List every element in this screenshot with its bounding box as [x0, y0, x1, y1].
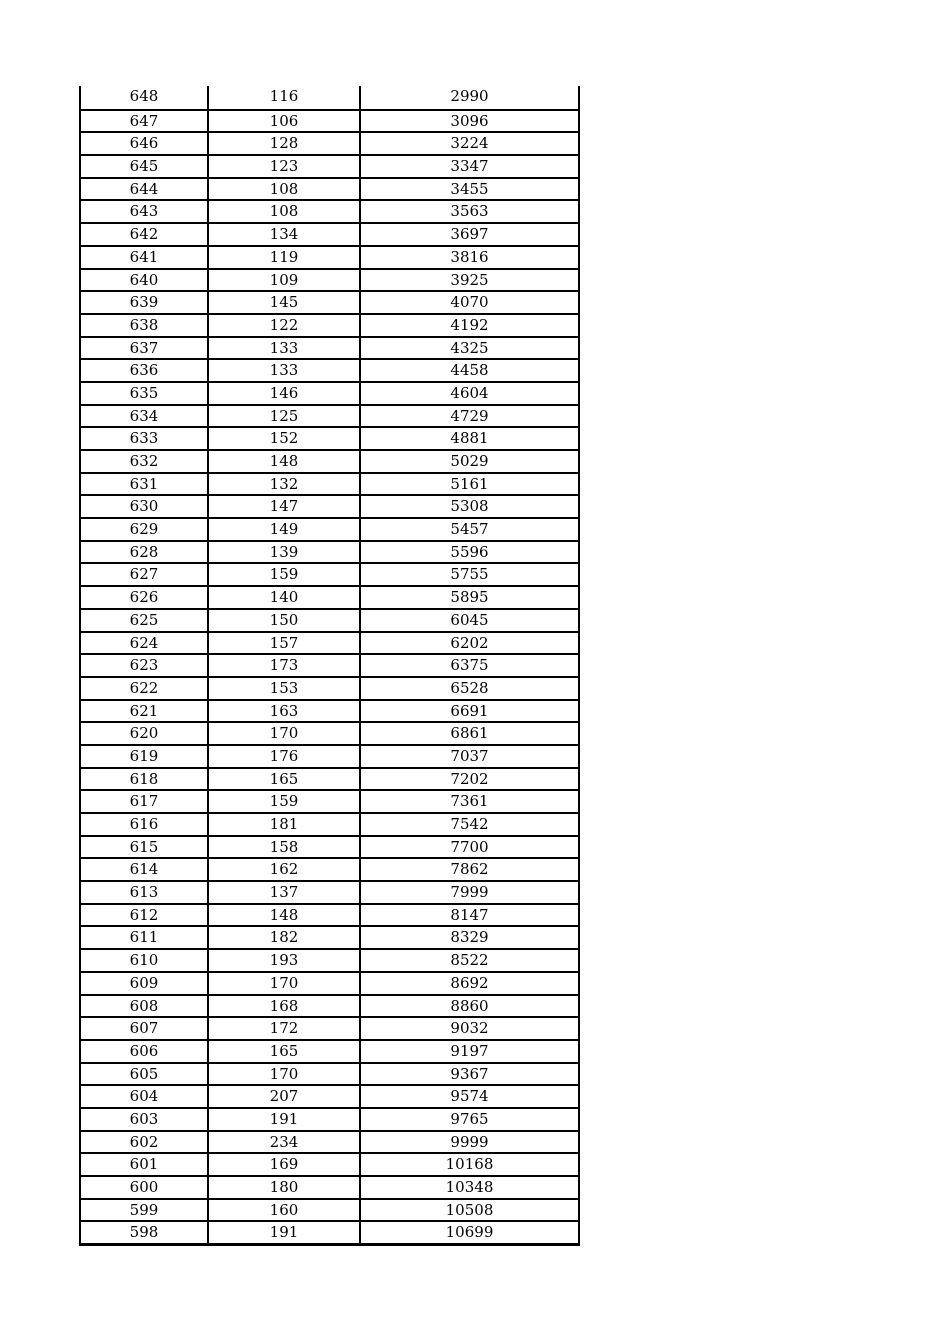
count-cell: 148 — [209, 451, 361, 472]
table-row — [81, 699, 578, 722]
cumulative-cell: 9197 — [450, 1041, 489, 1060]
cumulative-cell: 6045 — [450, 610, 489, 629]
score-cell: 621 — [81, 701, 209, 722]
count-cell: 170 — [209, 1064, 361, 1085]
cumulative-cell: 3925 — [450, 270, 489, 289]
count-cell: 191 — [209, 1109, 361, 1130]
cumulative-cell: 7862 — [450, 860, 489, 879]
cumulative-cell: 2990 — [450, 87, 489, 105]
count-cell: 125 — [209, 406, 361, 427]
cumulative-cell: 5457 — [450, 520, 489, 539]
score-cell: 601 — [81, 1154, 209, 1175]
score-cell: 622 — [81, 678, 209, 699]
count-cell: 132 — [209, 474, 361, 495]
cumulative-cell: 7999 — [450, 883, 489, 902]
table-row — [81, 562, 578, 585]
cumulative-cell: 9574 — [450, 1087, 489, 1106]
table-row — [81, 925, 578, 948]
cumulative-cell: 8692 — [450, 973, 489, 992]
score-cell: 613 — [81, 882, 209, 903]
count-cell: 148 — [209, 905, 361, 926]
score-cell: 602 — [81, 1132, 209, 1153]
score-cell: 624 — [81, 633, 209, 654]
table-row — [81, 994, 578, 1017]
table-row — [81, 653, 578, 676]
table-row — [81, 1016, 578, 1039]
score-cell: 599 — [81, 1200, 209, 1221]
score-cell: 630 — [81, 496, 209, 517]
table-row — [81, 222, 578, 245]
count-cell: 207 — [209, 1086, 361, 1107]
score-cell: 617 — [81, 791, 209, 812]
cumulative-cell: 5895 — [450, 588, 489, 607]
cumulative-cell: 7361 — [450, 792, 489, 811]
score-cell: 644 — [81, 179, 209, 200]
cumulative-cell: 6691 — [450, 701, 489, 720]
cumulative-cell: 7202 — [450, 769, 489, 788]
score-cell: 623 — [81, 655, 209, 676]
table-row — [81, 880, 578, 903]
cumulative-cell: 4070 — [450, 293, 489, 312]
count-cell: 170 — [209, 973, 361, 994]
table-row — [81, 971, 578, 994]
count-cell: 165 — [209, 1041, 361, 1062]
table-row — [81, 199, 578, 222]
cumulative-cell: 4729 — [450, 406, 489, 425]
score-cell: 616 — [81, 814, 209, 835]
table-row — [81, 109, 578, 132]
table-row — [81, 1084, 578, 1107]
count-cell: 145 — [209, 292, 361, 313]
cumulative-cell: 9765 — [450, 1109, 489, 1128]
score-table — [79, 86, 580, 1246]
score-cell: 603 — [81, 1109, 209, 1130]
table-row — [81, 154, 578, 177]
count-cell: 157 — [209, 633, 361, 654]
count-cell: 162 — [209, 859, 361, 880]
count-cell: 191 — [209, 1222, 361, 1243]
table-row — [81, 245, 578, 268]
score-cell: 626 — [81, 587, 209, 608]
table-row — [81, 812, 578, 835]
score-cell: 606 — [81, 1041, 209, 1062]
count-cell: 173 — [209, 655, 361, 676]
count-cell: 170 — [209, 723, 361, 744]
score-cell: 620 — [81, 723, 209, 744]
score-cell: 615 — [81, 837, 209, 858]
score-cell: 619 — [81, 746, 209, 767]
cumulative-cell: 7037 — [450, 746, 489, 765]
table-row — [81, 177, 578, 200]
count-cell: 234 — [209, 1132, 361, 1153]
table-row — [81, 721, 578, 744]
count-cell: 180 — [209, 1177, 361, 1198]
score-cell: 611 — [81, 927, 209, 948]
cumulative-cell: 8522 — [450, 951, 489, 970]
table-row — [81, 1220, 578, 1243]
cumulative-cell: 6375 — [450, 656, 489, 675]
cumulative-cell: 5755 — [450, 565, 489, 584]
count-cell: 172 — [209, 1018, 361, 1039]
cumulative-cell: 3096 — [450, 111, 489, 130]
score-cell: 648 — [81, 86, 209, 109]
score-cell: 609 — [81, 973, 209, 994]
table-row — [81, 1039, 578, 1062]
count-cell: 176 — [209, 746, 361, 767]
count-cell: 165 — [209, 769, 361, 790]
score-cell: 633 — [81, 428, 209, 449]
score-cell: 645 — [81, 156, 209, 177]
count-cell: 128 — [209, 133, 361, 154]
cumulative-cell: 5029 — [450, 452, 489, 470]
score-cell: 641 — [81, 247, 209, 268]
cumulative-cell: 8329 — [450, 928, 489, 947]
score-cell: 604 — [81, 1086, 209, 1107]
count-cell: 159 — [209, 564, 361, 585]
cumulative-cell: 10508 — [445, 1200, 494, 1219]
table-row — [81, 631, 578, 654]
score-cell: 646 — [81, 133, 209, 154]
table-row — [81, 789, 578, 812]
cumulative-cell: 10699 — [445, 1223, 494, 1242]
count-cell: 193 — [209, 950, 361, 971]
table-row — [81, 472, 578, 495]
count-cell: 133 — [209, 338, 361, 359]
cumulative-cell: 5161 — [450, 474, 489, 493]
cumulative-cell: 8147 — [450, 905, 489, 924]
count-cell: 137 — [209, 882, 361, 903]
score-cell: 607 — [81, 1018, 209, 1039]
cumulative-cell: 3455 — [450, 179, 489, 198]
count-cell: 153 — [209, 678, 361, 699]
table-row — [81, 676, 578, 699]
cumulative-cell: 8860 — [450, 996, 489, 1015]
cumulative-cell: 4458 — [450, 361, 489, 380]
table-row — [81, 948, 578, 971]
cumulative-cell: 5308 — [450, 497, 489, 516]
cumulative-cell: 9032 — [450, 1019, 489, 1038]
score-cell: 636 — [81, 360, 209, 381]
table-row — [81, 449, 578, 472]
score-cell: 637 — [81, 338, 209, 359]
count-cell: 152 — [209, 428, 361, 449]
count-cell: 134 — [209, 224, 361, 245]
table-row — [81, 767, 578, 790]
table-row — [81, 290, 578, 313]
cumulative-cell: 4325 — [450, 338, 489, 357]
count-cell: 146 — [209, 383, 361, 404]
count-cell: 181 — [209, 814, 361, 835]
score-cell: 598 — [81, 1222, 209, 1243]
count-cell: 116 — [209, 86, 361, 109]
score-cell: 631 — [81, 474, 209, 495]
cumulative-cell: 6528 — [450, 678, 489, 697]
count-cell: 122 — [209, 315, 361, 336]
score-cell: 614 — [81, 859, 209, 880]
count-cell: 169 — [209, 1154, 361, 1175]
table-row — [81, 1062, 578, 1085]
table-row — [81, 1130, 578, 1153]
table-row — [81, 86, 578, 109]
score-cell: 610 — [81, 950, 209, 971]
cumulative-cell: 3816 — [450, 247, 489, 266]
score-cell: 612 — [81, 905, 209, 926]
table-row — [81, 585, 578, 608]
count-cell: 150 — [209, 610, 361, 631]
score-cell: 639 — [81, 292, 209, 313]
table-row — [81, 426, 578, 449]
score-cell: 627 — [81, 564, 209, 585]
count-cell: 139 — [209, 542, 361, 563]
count-cell: 106 — [209, 111, 361, 132]
cumulative-cell: 3697 — [450, 225, 489, 244]
table-row — [81, 517, 578, 540]
count-cell: 158 — [209, 837, 361, 858]
table-row — [81, 358, 578, 381]
cumulative-cell: 6861 — [450, 724, 489, 743]
cumulative-cell: 4604 — [450, 383, 489, 402]
table-row — [81, 1175, 578, 1198]
cumulative-cell: 3563 — [450, 202, 489, 221]
score-cell: 608 — [81, 996, 209, 1017]
cumulative-cell: 7542 — [450, 815, 489, 833]
cumulative-cell: 3224 — [450, 134, 489, 153]
table-row — [81, 540, 578, 563]
table-row — [81, 1107, 578, 1130]
count-cell: 182 — [209, 927, 361, 948]
count-cell: 160 — [209, 1200, 361, 1221]
count-cell: 168 — [209, 996, 361, 1017]
cumulative-cell: 4881 — [450, 429, 489, 448]
table-row — [81, 336, 578, 359]
count-cell: 108 — [209, 179, 361, 200]
table-row — [81, 404, 578, 427]
score-cell: 643 — [81, 201, 209, 222]
score-cell: 632 — [81, 451, 209, 472]
table-row — [81, 1198, 578, 1221]
table-row — [81, 381, 578, 404]
table-row — [81, 857, 578, 880]
count-cell: 109 — [209, 270, 361, 291]
table-row — [81, 1152, 578, 1175]
score-cell: 638 — [81, 315, 209, 336]
score-cell: 642 — [81, 224, 209, 245]
cumulative-cell: 10348 — [445, 1178, 494, 1196]
table-row — [81, 835, 578, 858]
count-cell: 108 — [209, 201, 361, 222]
cumulative-cell: 9367 — [450, 1064, 489, 1083]
cumulative-cell: 7700 — [450, 837, 489, 856]
table-row — [81, 608, 578, 631]
count-cell: 140 — [209, 587, 361, 608]
score-cell: 625 — [81, 610, 209, 631]
count-cell: 149 — [209, 519, 361, 540]
cumulative-cell: 5596 — [450, 542, 489, 561]
score-cell: 628 — [81, 542, 209, 563]
cumulative-cell: 6202 — [450, 633, 489, 652]
count-cell: 123 — [209, 156, 361, 177]
count-cell: 147 — [209, 496, 361, 517]
cumulative-cell: 3347 — [450, 157, 489, 176]
table-row — [81, 903, 578, 926]
table-row — [81, 313, 578, 336]
score-cell: 634 — [81, 406, 209, 427]
count-cell: 163 — [209, 701, 361, 722]
table-row — [81, 131, 578, 154]
score-cell: 618 — [81, 769, 209, 790]
count-cell: 133 — [209, 360, 361, 381]
table-row — [81, 494, 578, 517]
score-cell: 600 — [81, 1177, 209, 1198]
score-cell: 635 — [81, 383, 209, 404]
cumulative-cell: 9999 — [450, 1132, 489, 1151]
table-row — [81, 268, 578, 291]
cumulative-cell: 10168 — [445, 1155, 494, 1174]
score-cell: 629 — [81, 519, 209, 540]
score-cell: 647 — [81, 111, 209, 132]
count-cell: 159 — [209, 791, 361, 812]
cumulative-cell: 4192 — [450, 315, 489, 334]
score-cell: 605 — [81, 1064, 209, 1085]
score-cell: 640 — [81, 270, 209, 291]
count-cell: 119 — [209, 247, 361, 268]
table-row — [81, 744, 578, 767]
